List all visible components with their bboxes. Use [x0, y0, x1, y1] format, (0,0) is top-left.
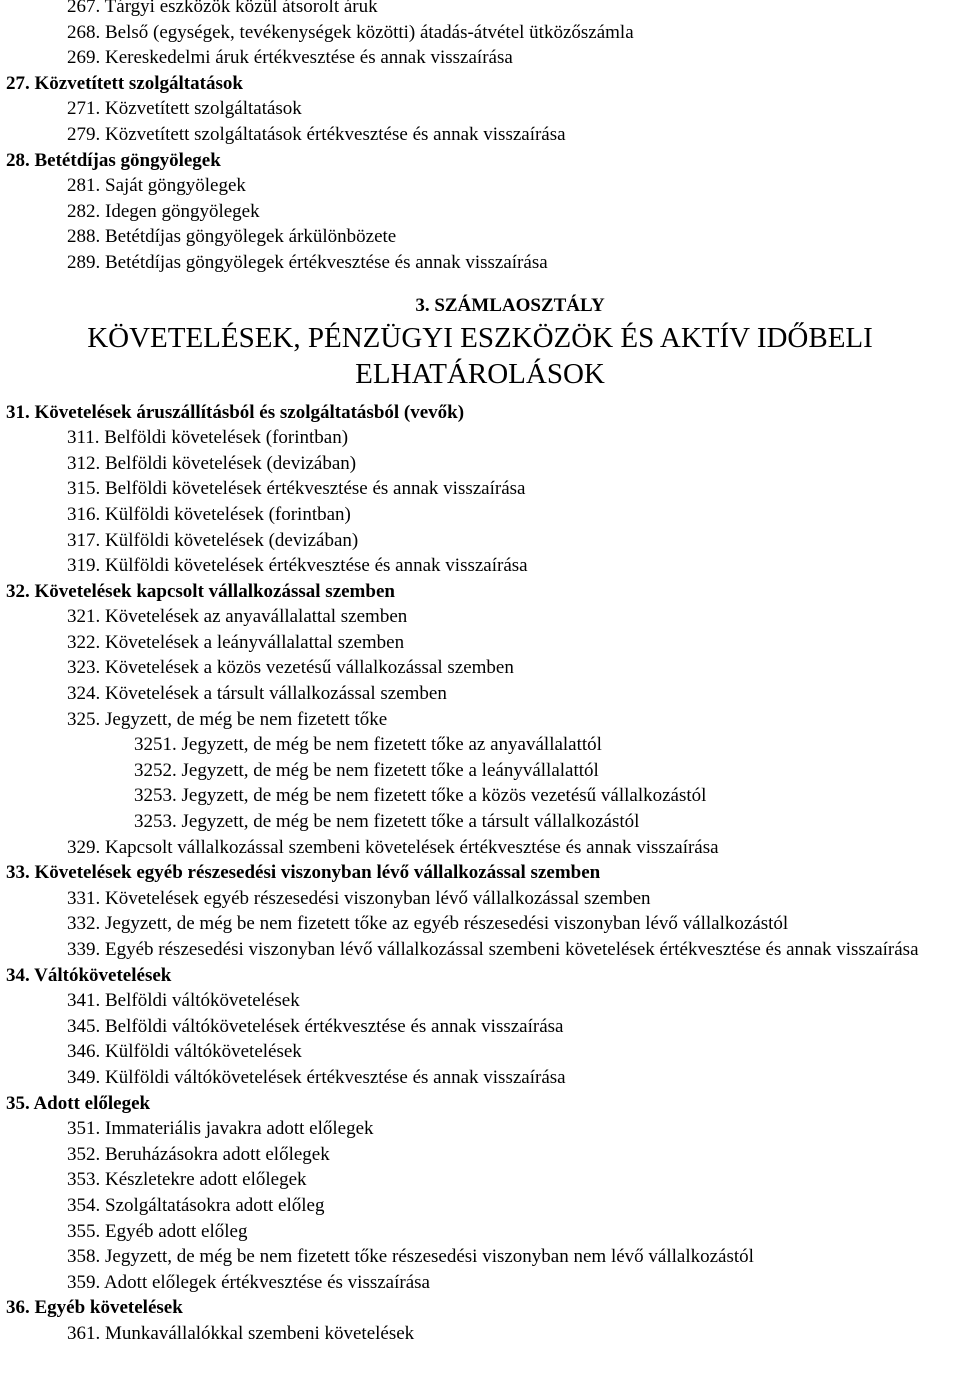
account-item: 358. Jegyzett, de még be nem fizetett tőke részesedési viszonyban nem lévő vállalkozástól — [67, 1246, 754, 1268]
account-item: 281. Saját göngyölegek — [67, 175, 246, 197]
account-item: 316. Külföldi követelések (forintban) — [67, 503, 351, 525]
account-item: 319. Külföldi követelések értékvesztése és annak visszaírása — [67, 555, 528, 577]
account-item: 282. Idegen göngyölegek — [67, 200, 260, 222]
account-item: 353. Készletekre adott előlegek — [67, 1169, 307, 1191]
account-item: 345. Belföldi váltókövetelések értékvesztése és annak visszaírása — [67, 1015, 564, 1037]
account-list-top — [0, 0, 960, 276]
account-item: 354. Szolgáltatásokra adott előleg — [67, 1194, 325, 1216]
account-item: 3252. Jegyzett, de még be nem fizetett tőke a leányvállalattól — [134, 759, 599, 781]
account-item-text: 339. Egyéb részesedési viszonyban lévő vállalkozással szembeni követelések értékvesztése és annak visszaírása — [67, 939, 919, 960]
account-item: 323. Követelések a közös vezetésű vállalkozással szemben — [67, 657, 514, 679]
section-title-line-2: ELHATÁROLÁSOK — [355, 357, 605, 390]
account-item: 352. Beruházásokra adott előlegek — [67, 1143, 330, 1165]
section-number: 3. SZÁMLAOSZTÁLY — [415, 294, 605, 316]
account-item: 271. Közvetített szolgáltatások — [67, 98, 302, 120]
account-item: 288. Betétdíjas göngyölegek árkülönbözete — [67, 226, 397, 248]
section-title — [0, 320, 960, 392]
account-item: 322. Követelések a leányvállalattal szemben — [67, 631, 405, 653]
account-item: 329. Kapcsolt vállalkozással szembeni követelések értékvesztése és annak visszaírása — [67, 836, 719, 858]
account-item: 311. Belföldi követelések (forintban) — [67, 427, 349, 449]
account-item: 315. Belföldi követelések értékvesztése és annak visszaírása — [67, 478, 526, 500]
account-group-heading: 34. Váltókövetelések — [6, 964, 172, 986]
account-item: 289. Betétdíjas göngyölegek értékvesztése és annak visszaírása — [67, 251, 548, 273]
account-item: 3253. Jegyzett, de még be nem fizetett tőke a közös vezetésű vállalkozástól — [134, 785, 707, 807]
account-group-heading: 28. Betétdíjas göngyölegek — [6, 149, 221, 171]
section-title-line-1: KÖVETELÉSEK, PÉNZÜGYI ESZKÖZÖK ÉS AKTÍV IDŐBELI — [87, 321, 873, 354]
account-item: 3251. Jegyzett, de még be nem fizetett tőke az anyavállalattól — [134, 734, 602, 756]
account-item: 359. Adott előlegek értékvesztése és visszaírása — [67, 1271, 430, 1293]
account-item: 355. Egyéb adott előleg — [67, 1220, 248, 1242]
account-group-heading: 31. Követelések áruszállításból és szolgáltatásból (vevők) — [6, 401, 465, 423]
account-item: 332. Jegyzett, de még be nem fizetett tőke az egyéb részesedési viszonyban lévő vállalkozástól — [67, 913, 789, 935]
account-item: 267. Tárgyi eszközök közül átsorolt áruk — [67, 0, 378, 17]
account-group-heading: 33. Követelések egyéb részesedési viszonyban lévő vállalkozással szemben — [6, 862, 601, 884]
account-item: 341. Belföldi váltókövetelések — [67, 990, 300, 1012]
account-item: 346. Külföldi váltókövetelések — [67, 1041, 302, 1063]
account-group-heading: 27. Közvetített szolgáltatások — [6, 72, 243, 94]
account-group-heading: 36. Egyéb követelések — [6, 1297, 183, 1319]
account-item: 324. Követelések a társult vállalkozással szemben — [67, 683, 447, 705]
account-item: 351. Immateriális javakra adott előlegek — [67, 1118, 374, 1140]
account-group-heading: 32. Követelések kapcsolt vállalkozással szemben — [6, 580, 395, 602]
account-item: 321. Követelések az anyavállalattal szemben — [67, 606, 408, 628]
account-item: 269. Kereskedelmi áruk értékvesztése és annak visszaírása — [67, 47, 513, 69]
account-item: 312. Belföldi követelések (devizában) — [67, 452, 357, 474]
account-item: 268. Belső (egységek, tevékenységek közötti) átadás-átvétel ütközőszámla — [67, 21, 634, 43]
account-item: 349. Külföldi váltókövetelések értékvesztése és annak visszaírása — [67, 1066, 566, 1088]
account-item: 317. Külföldi követelések (devizában) — [67, 529, 359, 551]
account-item: 325. Jegyzett, de még be nem fizetett tőke — [67, 708, 388, 730]
account-item: 331. Követelések egyéb részesedési viszonyban lévő vállalkozással szemben — [67, 887, 651, 909]
account-item — [0, 937, 960, 963]
account-item: 279. Közvetített szolgáltatások értékvesztése és annak visszaírása — [67, 123, 566, 145]
account-item: 361. Munkavállalókkal szembeni követelések — [67, 1322, 415, 1344]
account-item: 3253. Jegyzett, de még be nem fizetett tőke a társult vállalkozástól — [134, 811, 640, 833]
account-list-main — [0, 400, 960, 1347]
account-group-heading: 35. Adott előlegek — [6, 1092, 151, 1114]
